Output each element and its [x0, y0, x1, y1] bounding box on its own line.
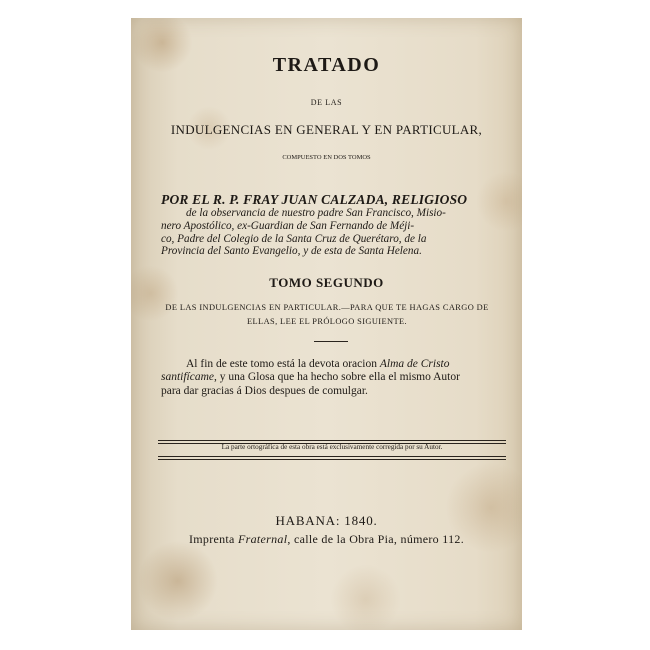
note-line-3: para dar gracias á Dios despues de comulgar.: [161, 384, 368, 397]
printer-address: , calle de la Obra Pia, número 112.: [287, 532, 465, 546]
divider-rule: [314, 341, 348, 342]
author-line: Provincia del Santo Evangelio, y de esta de Santa Helena.: [161, 245, 422, 258]
note-line-1: [161, 358, 501, 371]
volume-title: TOMO SEGUNDO: [269, 275, 384, 290]
imprint-place-date: HABANA: 1840.: [275, 513, 378, 528]
author-line: de la observancia de nuestro padre San Francisco, Misio-: [186, 207, 446, 219]
de-las-text: DE LAS: [310, 98, 343, 107]
imprint-printer: [131, 532, 522, 547]
inner-rule: [158, 456, 506, 457]
note-italic-text: santifícame: [161, 371, 215, 384]
author-line: co, Padre del Colegio de la Santa Cruz de Querétaro, de la: [161, 232, 427, 245]
book-title-page: [131, 18, 522, 630]
book-title: TRATADO: [272, 54, 381, 76]
orthography-note: La parte ortográfica de esta obra está exclusivamente corregida por su Autor.: [221, 443, 443, 451]
compuesto-text: COMPUESTO EN DOS TOMOS: [282, 154, 371, 161]
book-subtitle: INDULGENCIAS EN GENERAL Y EN PARTICULAR,: [170, 122, 483, 137]
printer-text: Imprenta: [188, 532, 238, 546]
author-line: nero Apostólico, ex-Guardian de San Fernando de Méji-: [161, 219, 415, 232]
printer-name: Fraternal: [237, 532, 288, 546]
author-line: POR EL R. P. FRAY JUAN CALZADA, RELIGIOSO: [161, 192, 468, 207]
note-text: Al fin de este tomo está la devota oracion: [186, 358, 380, 370]
appendix-note: [161, 358, 501, 398]
note-line-2: [161, 371, 501, 384]
author-block: [161, 192, 496, 258]
note-text: , y una Glosa que ha hecho sobre ella el mismo Autor: [214, 371, 460, 384]
volume-description: DE LAS INDULGENCIAS EN PARTICULAR.—PARA QUE TE HAGAS CARGO DE ELLAS, LEE EL PRÓLOGO SIGUIENTE.: [165, 303, 489, 326]
note-italic-text: Alma de Cristo: [379, 358, 450, 370]
